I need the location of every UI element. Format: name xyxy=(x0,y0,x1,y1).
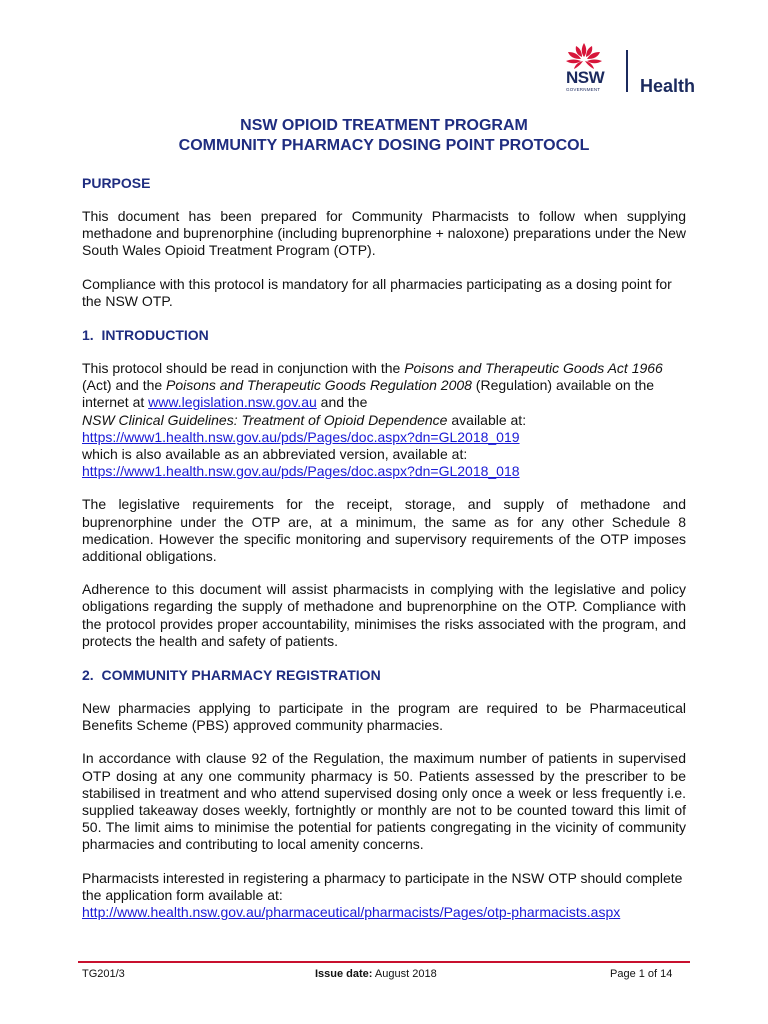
footer-divider xyxy=(78,961,690,963)
introduction-paragraph-1 xyxy=(82,360,686,480)
introduction-heading: 1. INTRODUCTION xyxy=(82,327,209,344)
abbreviated-guidelines-link[interactable]: https://www1.health.nsw.gov.au/pds/Pages/doc.aspx?dn=GL2018_018 xyxy=(82,463,520,480)
intro-text-h: available at: xyxy=(447,411,527,428)
title-line-2: COMMUNITY PHARMACY DOSING POINT PROTOCOL xyxy=(178,137,590,154)
document-body xyxy=(82,116,686,921)
intro-text-a: This protocol should be read in conjunction with the xyxy=(82,360,405,377)
intro-text-f: and the xyxy=(316,394,368,411)
intro-text-e: (Regulation) available on the internet at xyxy=(82,377,655,411)
introduction-paragraph-2: The legislative requirements for the receipt, storage, and supply of methadone and buprenorphine under the OTP are, at a minimum, the same as for any other Schedule 8 medication. However the specific monitoring and supervisory requirements of the OTP imposes additional obligations. xyxy=(82,496,686,565)
guidelines-title: NSW Clinical Guidelines: Treatment of Opioid Dependence xyxy=(82,411,448,428)
footer-page-number: Page 1 of 14 xyxy=(610,968,673,980)
footer-issue-date xyxy=(315,968,437,980)
footer-doc-id: TG201/3 xyxy=(82,968,125,980)
logo-divider xyxy=(626,50,628,92)
issue-date-label: Issue date: xyxy=(315,968,373,980)
title-line-1: NSW OPIOID TREATMENT PROGRAM xyxy=(240,117,528,134)
registration-heading: 2. COMMUNITY PHARMACY REGISTRATION xyxy=(82,667,381,684)
legislation-link[interactable]: www.legislation.nsw.gov.au xyxy=(148,394,317,411)
purpose-paragraph-2: Compliance with this protocol is mandatory for all pharmacies participating as a dosing point for the NSW OTP. xyxy=(82,275,672,309)
purpose-heading: PURPOSE xyxy=(82,175,151,191)
nsw-health-logo xyxy=(558,42,708,100)
logo-health-text: Health xyxy=(640,76,696,96)
issue-date-value: August 2018 xyxy=(372,968,437,980)
intro-text-c: (Act) and the xyxy=(82,377,167,394)
logo-nsw-text: NSW xyxy=(566,68,605,87)
purpose-paragraph-1: This document has been prepared for Community Pharmacists to follow when supplying methadone and buprenorphine (including buprenorphine + naloxone) preparations under the New South Wales Opioid Treatment Program (OTP). xyxy=(82,208,686,259)
act-title: Poisons and Therapeutic Goods Act 1966 xyxy=(404,360,663,377)
intro-text-i: which is also available as an abbreviated version, available at: xyxy=(82,446,468,463)
logo-government-text: GOVERNMENT xyxy=(566,87,601,92)
guidelines-link[interactable]: https://www1.health.nsw.gov.au/pds/Pages/doc.aspx?dn=GL2018_019 xyxy=(82,428,520,445)
registration-text: Pharmacists interested in registering a pharmacy to participate in the NSW OTP should complete the application form available at: xyxy=(82,869,683,903)
document-title xyxy=(82,116,686,156)
registration-paragraph-3 xyxy=(82,870,686,922)
registration-paragraph-2: In accordance with clause 92 of the Regulation, the maximum number of patients in supervised OTP dosing at any one community pharmacy is 50. Patients assessed by the prescriber to be stabilised in treatment and who attend supervised dosing only once a week or less frequently i.e. supplied takeaway doses weekly, fortnightly or monthly are not to be counted toward this limit of 50. The limit aims to minimise the potential for patients congregating in the vicinity of community pharmacies and contributing to local amenity concerns. xyxy=(82,750,686,853)
registration-paragraph-1: New pharmacies applying to participate in the program are required to be Pharmaceutical Benefits Scheme (PBS) approved community pharmacies. xyxy=(82,700,686,734)
otp-pharmacists-link[interactable]: http://www.health.nsw.gov.au/pharmaceutical/pharmacists/Pages/otp-pharmacists.aspx xyxy=(82,904,621,921)
regulation-title: Poisons and Therapeutic Goods Regulation 2008 xyxy=(166,377,472,394)
introduction-paragraph-3: Adherence to this document will assist pharmacists in complying with the legislative and policy obligations regarding the supply of methadone and buprenorphine on the OTP. Compliance with the protocol provides proper accountability, minimises the risks associated with the program, and protects the health and safety of patients. xyxy=(82,581,686,649)
